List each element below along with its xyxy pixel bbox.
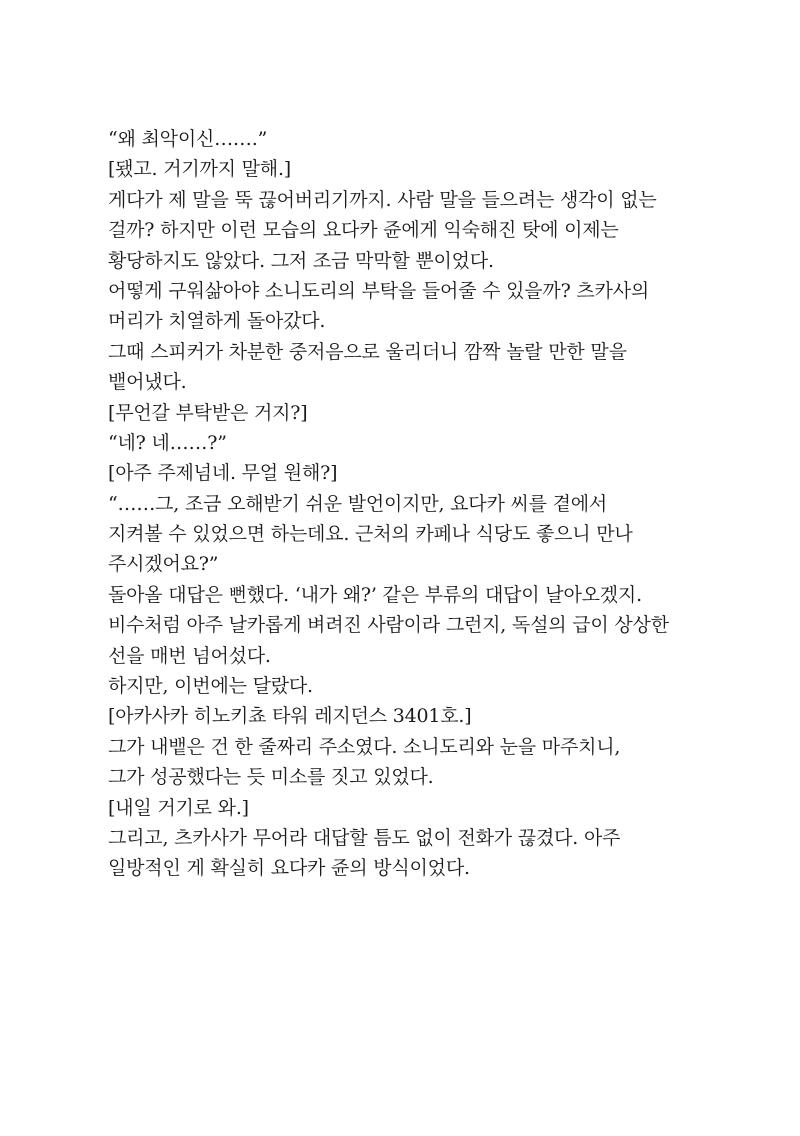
text-line: 비수처럼 아주 날카롭게 벼려진 사람이라 그런지, 독설의 급이 상상한 (108, 614, 669, 637)
text-line: [됐고. 거기까지 말해.] (108, 158, 292, 181)
text-line: 걸까? 하지만 이런 모습의 요다카 쥰에게 익숙해진 탓에 이제는 (108, 219, 619, 242)
text-line: [아카사카 히노키쵸 타워 레지던스 3401호.] (108, 705, 472, 728)
text-line: 그가 내뱉은 건 한 줄짜리 주소였다. 소니도리와 눈을 마주치니, (108, 735, 621, 758)
text-line: 뱉어냈다. (108, 371, 187, 394)
text-line: 지켜볼 수 있었으면 하는데요. 근처의 카페나 식당도 좋으니 만나 (108, 523, 633, 546)
text-line: 선을 매번 넘어섰다. (108, 644, 271, 667)
text-line: 하지만, 이번에는 달랐다. (108, 675, 313, 698)
text-line: [무언갈 부탁받은 거지?] (108, 401, 308, 424)
text-line: 그가 성공했다는 듯 미소를 짓고 있었다. (108, 766, 434, 789)
text-line: [내일 거기로 와.] (108, 796, 249, 819)
text-line: 머리가 치열하게 돌아갔다. (108, 310, 326, 333)
text-line: 그때 스피커가 차분한 중저음으로 울리더니 깜짝 놀랄 만한 말을 (108, 340, 627, 363)
text-line: “왜 최악이신…….” (108, 128, 268, 150)
text-line: “네? 네……?” (108, 431, 227, 454)
text-line: 돌아올 대답은 뻔했다. ‘내가 왜?’ 같은 부류의 대답이 날아오겠지. (108, 583, 642, 606)
text-line: [아주 주제넘네. 무얼 원해?] (108, 462, 338, 485)
text-line: 주시겠어요?” (108, 553, 219, 576)
text-line: 황당하지도 않았다. 그저 조금 막막할 뿐이었다. (108, 249, 494, 272)
body-text (108, 124, 708, 884)
text-line: 게다가 제 말을 뚝 끊어버리기까지. 사람 말을 들으려는 생각이 없는 (108, 188, 657, 211)
text-line: 그리고, 츠카사가 무어라 대답할 틈도 없이 전화가 끊겼다. 아주 (108, 826, 621, 849)
text-line: “……그, 조금 오해받기 쉬운 발언이지만, 요다카 씨를 곁에서 (108, 492, 608, 515)
text-line: 일방적인 게 확실히 요다카 쥰의 방식이었다. (108, 857, 470, 880)
text-line: 어떻게 구워삶아야 소니도리의 부탁을 들어줄 수 있을까? 츠카사의 (108, 279, 650, 302)
